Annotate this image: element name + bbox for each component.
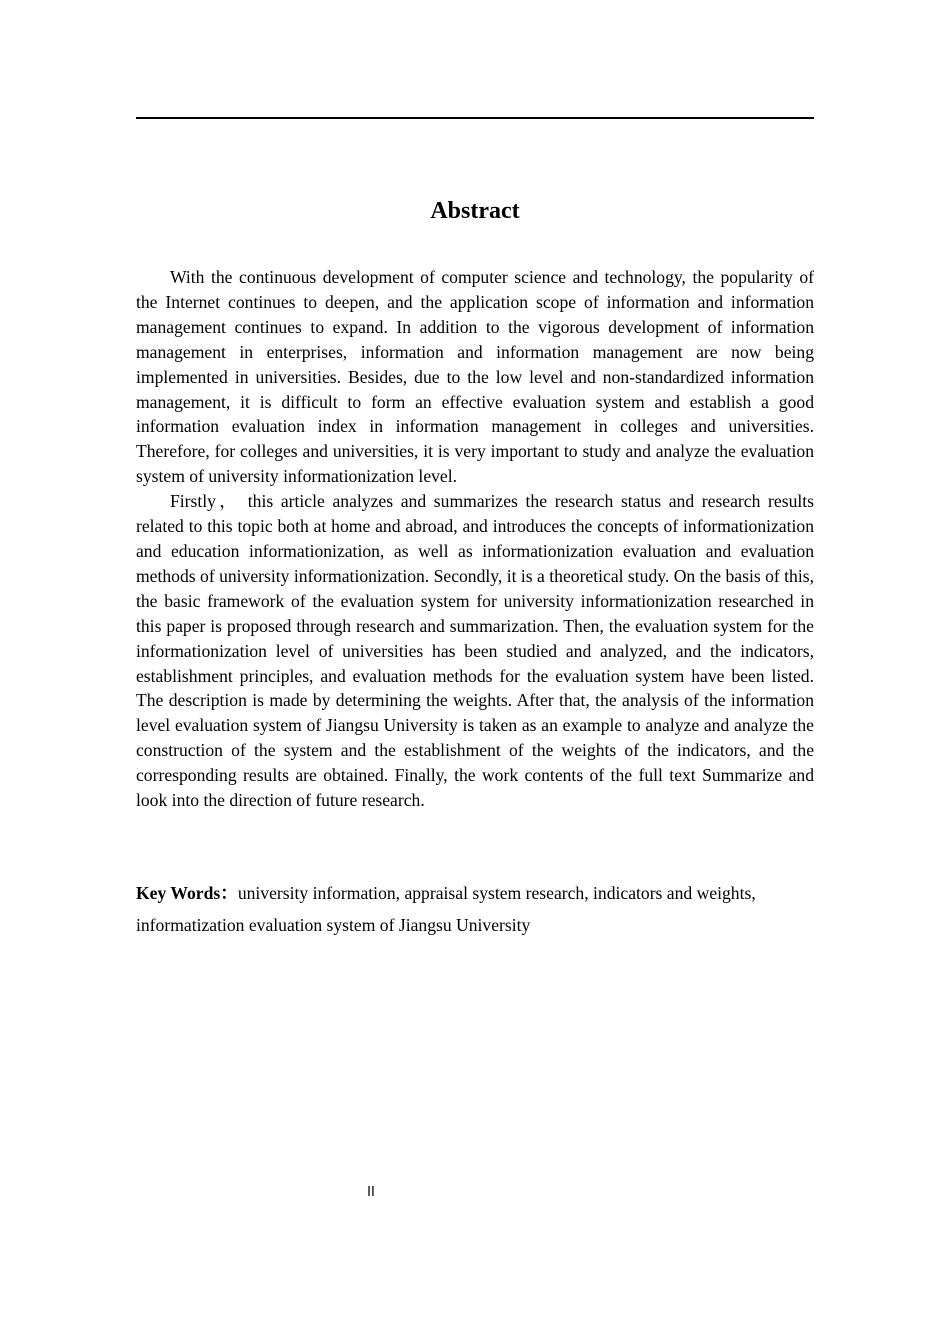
keywords-text: university information, appraisal system research, indicators and weights, informatization evaluation system of Jiangsu University [136,883,756,935]
abstract-title: Abstract [430,198,520,224]
header-rule [136,117,814,119]
page-number: II [367,1185,375,1200]
abstract-paragraph-2: Firstly， this article analyzes and summarizes the research status and research results related to this topic both at home and abroad, and introduces the concepts of informationization and education informationization, as well as informationization evaluation and evaluation methods of university informationization. Secondly, it is a theoretical study. On the basis of this, the basic framework of the evaluation system for university informationization researched in this paper is proposed through research and summarization. Then, the evaluation system for the informationization level of universities has been studied and analyzed, and the indicators, establishment principles, and evaluation methods for the evaluation system have been listed. The description is made by determining the weights. After that, the analysis of the information level evaluation system of Jiangsu University is taken as an example to analyze and analyze the construction of the system and the establishment of the weights of the indicators, and the corresponding results are obtained. Finally, the work contents of the full text Summarize and look into the direction of future research. [136,491,814,811]
abstract-paragraph-1: With the continuous development of computer science and technology, the popularity of the Internet continues to deepen, and the application scope of information and information management continues to expand. In addition to the vigorous development of information management in enterprises, information and information management are now being implemented in universities. Besides, due to the low level and non-standardized information management, it is difficult to form an effective evaluation system and establish a good information evaluation index in information management in colleges and universities. Therefore, for colleges and universities, it is very important to study and analyze the evaluation system of university informationization level. [136,267,814,487]
keywords-line [136,877,816,941]
abstract-body [136,265,814,813]
keywords-label: Key Words： [136,883,238,903]
